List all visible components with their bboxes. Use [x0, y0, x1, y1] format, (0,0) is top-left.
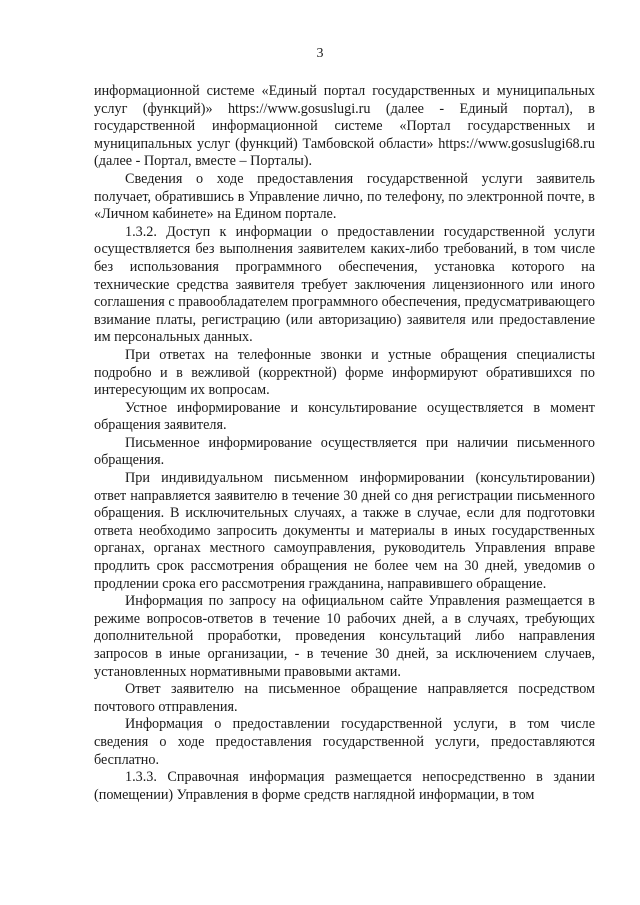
paragraph-individual-written: При индивидуальном письменном информировании (консультировании) ответ направляется заявителю в течение 30 дней со дня регистрации письменного обращения. В исключительных случаях, а также в случае, если для подготовки ответа необходимо запросить документы и материалы в иных государственных органах, органах местного самоуправления, руководитель Управления вправе продлить срок рассмотрения обращения не более чем на 30 дней, уведомив о продлении срока его рассмотрения гражданина, направившего обращение.	[94, 470, 595, 592]
paragraph-phone-answers: При ответах на телефонные звонки и устные обращения специалисты подробно и в вежливой (корректной) форме информируют обратившихся по интересующим их вопросам.	[94, 346, 595, 399]
paragraph-service-status: Сведения о ходе предоставления государственной услуги заявитель получает, обратившись в Управление лично, по телефону, по электронной почте, в «Личном кабинете» на Едином портале.	[94, 170, 595, 223]
document-body	[94, 83, 595, 804]
paragraph-free-of-charge: Информация о предоставлении государственной услуги, в том числе сведения о ходе предоставления государственной услуги, предоставляются бесплатно.	[94, 716, 595, 768]
paragraph-1-3-2-access: 1.3.2. Доступ к информации о предоставлении государственной услуги осуществляется без выполнения заявителем каких-либо требований, в том числе без использования программного обеспечения, установка которого на технические средства заявителя требует заключения лицензионного или иного соглашения с правообладателем программного обеспечения, предусматривающего взимание платы, регистрацию (или авторизацию) заявителя или предоставление им персональных данных.	[94, 223, 595, 346]
page-number: 3	[316, 46, 324, 61]
paragraph-oral-informing: Устное информирование и консультирование осуществляется в момент обращения заявителя.	[94, 399, 595, 434]
paragraph-website-requests: Информация по запросу на официальном сайте Управления размещается в режиме вопросов-ответов в течение 10 рабочих дней, а в случаях, требующих дополнительной проработки, проведения консультаций либо направления запросов в иные организации, - в течение 30 дней, за исключением случаев, установленных нормативными правовыми актами.	[94, 593, 595, 680]
paragraph-1-3-3-reference: 1.3.3. Справочная информация размещается непосредственно в здании (помещении) Управления в форме средств наглядной информации, в том	[94, 769, 595, 803]
paragraph-portal-info: информационной системе «Единый портал государственных и муниципальных услуг (функций)» https://www.gosuslugi.ru (далее - Единый портал), в государственной информационной системе «Портал государственных и муниципальных услуг (функций) Тамбовской области» https://www.gosuslugi68.ru (далее - Портал, вместе – Порталы).	[94, 83, 595, 170]
paragraph-written-informing: Письменное информирование осуществляется при наличии письменного обращения.	[94, 434, 595, 469]
paragraph-postal-reply: Ответ заявителю на письменное обращение направляется посредством почтового отправления.	[94, 681, 595, 715]
